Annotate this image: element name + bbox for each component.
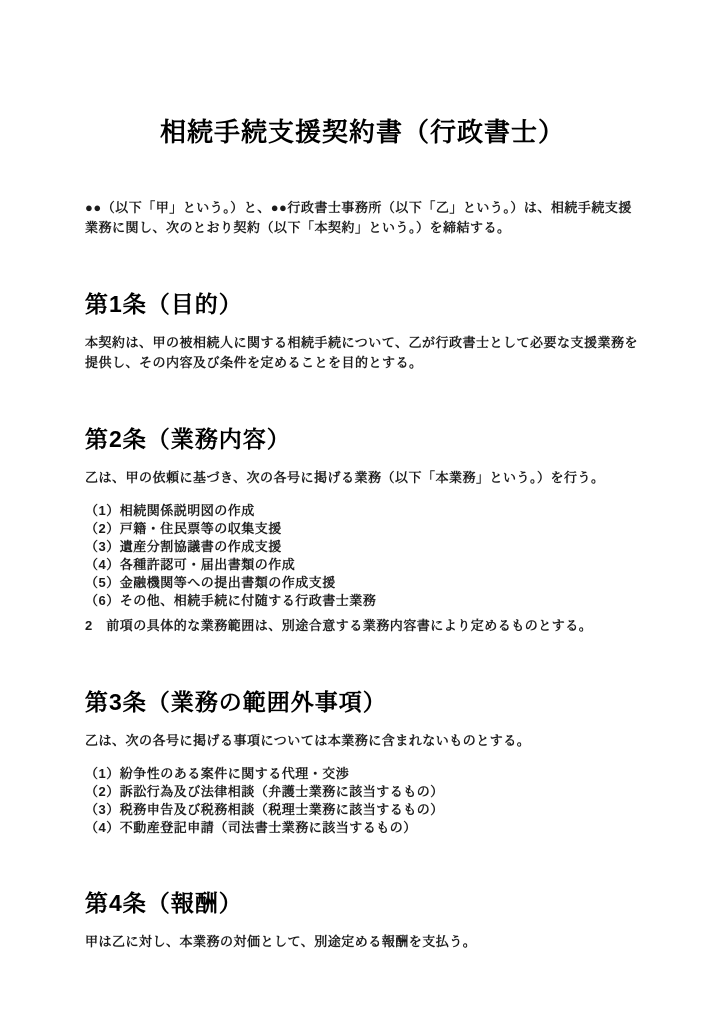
clause-item: （5）金融機関等への提出書類の作成支援: [85, 575, 336, 590]
article-1: [85, 238, 640, 373]
article-4-heading: 第4条（報酬）: [85, 890, 243, 916]
article-3: [85, 636, 640, 837]
clause-item: （4）不動産登記申請（司法書士業務に該当するもの）: [85, 820, 417, 835]
clause-item: （1）相続関係説明図の作成: [85, 503, 255, 518]
preamble-paragraph: ●●（以下「甲」という。）と、●●行政書士事務所（以下「乙」という。）は、相続手続支援業務に関し、次のとおり契約（以下「本契約」という。）を締結する。: [85, 200, 632, 235]
clause-item: （2）戸籍・住民票等の収集支援: [85, 521, 282, 536]
clause-item: （3）税務申告及び税務相談（税理士業務に該当するもの）: [85, 802, 444, 817]
clause-item: （6）その他、相続手続に付随する行政書士業務: [85, 593, 377, 608]
clause-item: （4）各種許認可・届出書類の作成: [85, 557, 296, 572]
clause-item: （1）紛争性のある案件に関する代理・交渉: [85, 766, 350, 781]
article-2-body: 乙は、甲の依頼に基づき、次の各号に掲げる業務（以下「本業務」という。）を行う。: [85, 470, 605, 485]
article-3-body: 乙は、次の各号に掲げる事項については本業務に含まれないものとする。: [85, 733, 531, 748]
clause-item: （3）遺産分割協議書の作成支援: [85, 539, 282, 554]
clause-item: （2）訴訟行為及び法律相談（弁護士業務に該当するもの）: [85, 784, 444, 799]
document-title: 相続手続支援契約書（行政書士）: [159, 117, 565, 147]
article-2: [85, 373, 640, 636]
article-2-clause-list: [85, 502, 640, 610]
article-2-heading: 第2条（業務内容）: [85, 426, 291, 452]
article-1-body: 本契約は、甲の被相続人に関する相続手続について、乙が行政書士として必要な支援業務を提供し、その内容及び条件を定めることを目的とする。: [85, 335, 638, 370]
article-4-body: 甲は乙に対し、本業務の対価として、別途定める報酬を支払う。: [85, 934, 477, 949]
article-2-paragraph-2: 2 前項の具体的な業務範囲は、別途合意する業務内容書により定めるものとする。: [85, 618, 593, 633]
article-4: [85, 837, 640, 952]
article-3-clause-list: [85, 765, 640, 837]
article-1-heading: 第1条（目的）: [85, 291, 243, 317]
article-3-heading: 第3条（業務の範囲外事項）: [85, 689, 387, 715]
